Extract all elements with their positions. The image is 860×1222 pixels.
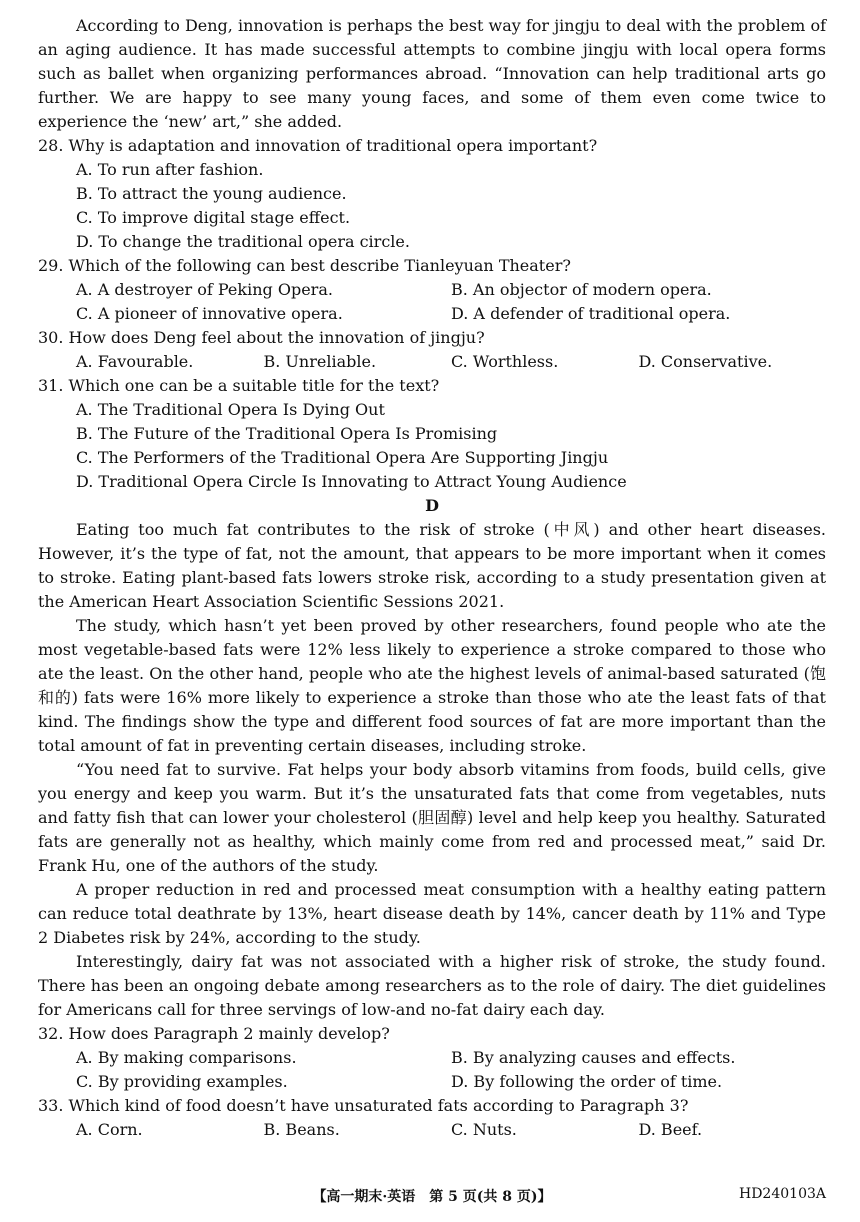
question-33-option-b: B. Beans. bbox=[263, 1120, 340, 1139]
question-31-option-c: C. The Performers of the Traditional Opera Are Supporting Jingju bbox=[76, 448, 609, 467]
question-31-stem: 31. Which one can be a suitable title for the text? bbox=[38, 376, 440, 395]
question-30-option-b: B. Unreliable. bbox=[263, 352, 377, 371]
question-31-option-b: B. The Future of the Traditional Opera Is Promising bbox=[76, 424, 498, 443]
footer-paper-code: HD240103A bbox=[739, 1186, 826, 1202]
question-30-option-a: A. Favourable. bbox=[76, 352, 194, 371]
footer-page-info: 【高一期末·英语 第 5 页(共 8 页)】 bbox=[312, 1189, 552, 1205]
passage-d-paragraph-5: Interestingly, dairy fat was not associated with a higher risk of stroke, the study found. There has been an ongoing debate among researchers as to the role of dairy. The diet guidelines for Americans call for three servings of low-and no-fat dairy each day. bbox=[38, 952, 826, 1019]
question-29-option-b: B. An objector of modern opera. bbox=[451, 280, 712, 299]
question-33-option-d: D. Beef. bbox=[638, 1120, 703, 1139]
question-33-option-a: A. Corn. bbox=[76, 1120, 143, 1139]
question-31-option-a: A. The Traditional Opera Is Dying Out bbox=[76, 400, 385, 419]
question-32-option-a: A. By making comparisons. bbox=[76, 1048, 297, 1067]
question-32-stem: 32. How does Paragraph 2 mainly develop? bbox=[38, 1024, 390, 1043]
question-32-options-row-2 bbox=[76, 1070, 826, 1094]
question-28-stem: 28. Why is adaptation and innovation of traditional opera important? bbox=[38, 136, 598, 155]
question-29-option-a: A. A destroyer of Peking Opera. bbox=[76, 280, 333, 299]
exam-page bbox=[38, 14, 826, 1142]
question-30-option-c: C. Worthless. bbox=[451, 352, 559, 371]
passage-c-final-paragraph: According to Deng, innovation is perhaps the best way for jingju to deal with the problem of an aging audience. It has made successful attempts to combine jingju with local opera forms such as ballet when organizing performances abroad. “Innovation can help traditional arts go further. We are happy to see many young faces, and some of them even come twice to experience the ‘new’ art,” she added. bbox=[38, 16, 826, 131]
question-33-stem: 33. Which kind of food doesn’t have unsaturated fats according to Paragraph 3? bbox=[38, 1096, 689, 1115]
question-32-options-row-1 bbox=[76, 1046, 826, 1070]
passage-d-paragraph-1: Eating too much fat contributes to the risk of stroke (中风) and other heart diseases. However, it’s the type of fat, not the amount, that appears to be more important when it comes to stroke. Eating plant-based fats lowers stroke risk, according to a study presentation given at the American Heart Association Scientific Sessions 2021. bbox=[38, 520, 826, 611]
passage-d-paragraph-3: “You need fat to survive. Fat helps your body absorb vitamins from foods, build cells, give you energy and keep you warm. But it’s the unsaturated fats that come from vegetables, nuts and fatty fish that can lower your cholesterol (胆固醇) level and help keep you healthy. Saturated fats are generally not as healthy, which mainly come from red and processed meat,” said Dr. Frank Hu, one of the authors of the study. bbox=[38, 760, 826, 875]
question-30-options-row bbox=[76, 350, 826, 374]
passage-d-paragraph-4: A proper reduction in red and processed meat consumption with a healthy eating pattern can reduce total deathrate by 13%, heart disease death by 14%, cancer death by 11% and Type 2 Diabetes risk by 24%, according to the study. bbox=[38, 880, 826, 947]
question-28-option-d: D. To change the traditional opera circle. bbox=[76, 232, 410, 251]
question-29-stem: 29. Which of the following can best describe Tianleyuan Theater? bbox=[38, 256, 571, 275]
question-31-option-d: D. Traditional Opera Circle Is Innovating to Attract Young Audience bbox=[76, 472, 627, 491]
question-33-option-c: C. Nuts. bbox=[451, 1120, 517, 1139]
question-32-option-c: C. By providing examples. bbox=[76, 1072, 288, 1091]
question-32-option-d: D. By following the order of time. bbox=[451, 1072, 723, 1091]
question-29-option-c: C. A pioneer of innovative opera. bbox=[76, 304, 343, 323]
question-29-options-row-2 bbox=[76, 302, 826, 326]
question-30-option-d: D. Conservative. bbox=[638, 352, 773, 371]
question-28-option-b: B. To attract the young audience. bbox=[76, 184, 347, 203]
question-32-option-b: B. By analyzing causes and effects. bbox=[451, 1048, 736, 1067]
question-33-options-row bbox=[76, 1118, 826, 1142]
question-30-stem: 30. How does Deng feel about the innovation of jingju? bbox=[38, 328, 485, 347]
section-d-heading: D bbox=[425, 496, 439, 515]
question-29-options-row-1 bbox=[76, 278, 826, 302]
question-28-option-a: A. To run after fashion. bbox=[76, 160, 264, 179]
passage-d-paragraph-2: The study, which hasn’t yet been proved by other researchers, found people who ate the most vegetable-based fats were 12% less likely to experience a stroke compared to those who ate the least. On the other hand, people who ate the highest levels of animal-based saturated (饱和的) fats were 16% more likely to experience a stroke than those who ate the least fats of that kind. The findings show the type and different food sources of fat are more important than the total amount of fat in preventing certain diseases, including stroke. bbox=[38, 616, 826, 755]
question-29-option-d: D. A defender of traditional opera. bbox=[451, 304, 731, 323]
page-footer bbox=[38, 1186, 826, 1210]
question-28-option-c: C. To improve digital stage effect. bbox=[76, 208, 351, 227]
